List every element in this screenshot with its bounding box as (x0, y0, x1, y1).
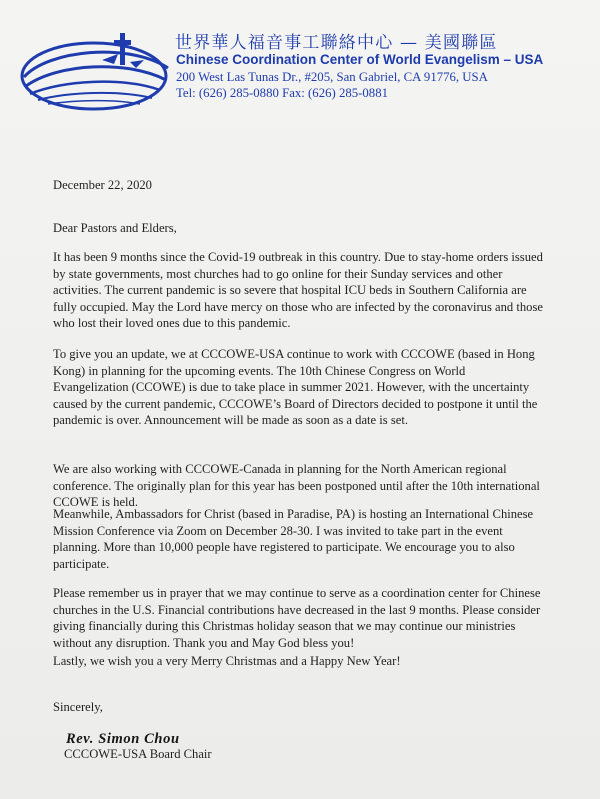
body-paragraph: We are also working with CCCOWE-Canada in planning for the North American regional conference. The originally plan for this year has been postponed until after the 10th international CCOWE is held. (53, 462, 540, 510)
globe-with-cross-icon (18, 30, 174, 112)
signature: Rev. Simon Chou (66, 731, 180, 747)
org-address: 200 West Las Tunas Dr., #205, San Gabriel, CA 91776, USA (176, 70, 488, 84)
org-phone-fax: Tel: (626) 285-0880 Fax: (626) 285-0881 (176, 86, 388, 100)
letter-closing: Sincerely, (53, 700, 103, 714)
letter-salutation: Dear Pastors and Elders, (53, 221, 177, 235)
body-paragraph: To give you an update, we at CCCOWE-USA continue to work with CCCOWE (based in Hong Kong) in planning for the upcoming events. The 10th Chinese Congress on World Evangelization (CCOWE) is due to take place in summer 2021. However, with the uncertainty caused by the current pandemic, CCCOWE’s Board of Directors decided to postpone it until the pandemic is over. Announcement will be made as soon as a date is set. (53, 347, 538, 428)
body-paragraph: Meanwhile, Ambassadors for Christ (based in Paradise, PA) is hosting an International Chinese Mission Conference via Zoom on December 28-30. I was invited to take part in the event planning. More than 10,000 people have registered to participate. We encourage you to also participate. (53, 507, 534, 571)
org-name-english: Chinese Coordination Center of World Evangelism – USA (176, 52, 544, 67)
org-name-chinese: 世界華人福音事工聯絡中心 — 美國聯區 (175, 33, 498, 53)
signer-title: CCCOWE-USA Board Chair (64, 747, 212, 761)
body-paragraph: It has been 9 months since the Covid-19 outbreak in this country. Due to stay-home orders issued by state governments, most churches had to go online for their Sunday services and other activities. The current pandemic is so severe that hospital ICU beds in Southern California are fully occupied. May the Lord have mercy on those who are infected by the coronavirus and those who lost their loved ones due to this pandemic. (53, 250, 543, 331)
letter-date: December 22, 2020 (53, 178, 152, 192)
body-paragraph: Please remember us in prayer that we may continue to serve as a coordination center for Chinese churches in the U.S. Financial contributions have decreased in the last 9 months. Please consider giving financially during this Christmas holiday season that we may continue our ministries without any disruption. Thank you and May God bless you! (53, 586, 541, 650)
body-paragraph: Lastly, we wish you a very Merry Christmas and a Happy New Year! (53, 654, 401, 668)
